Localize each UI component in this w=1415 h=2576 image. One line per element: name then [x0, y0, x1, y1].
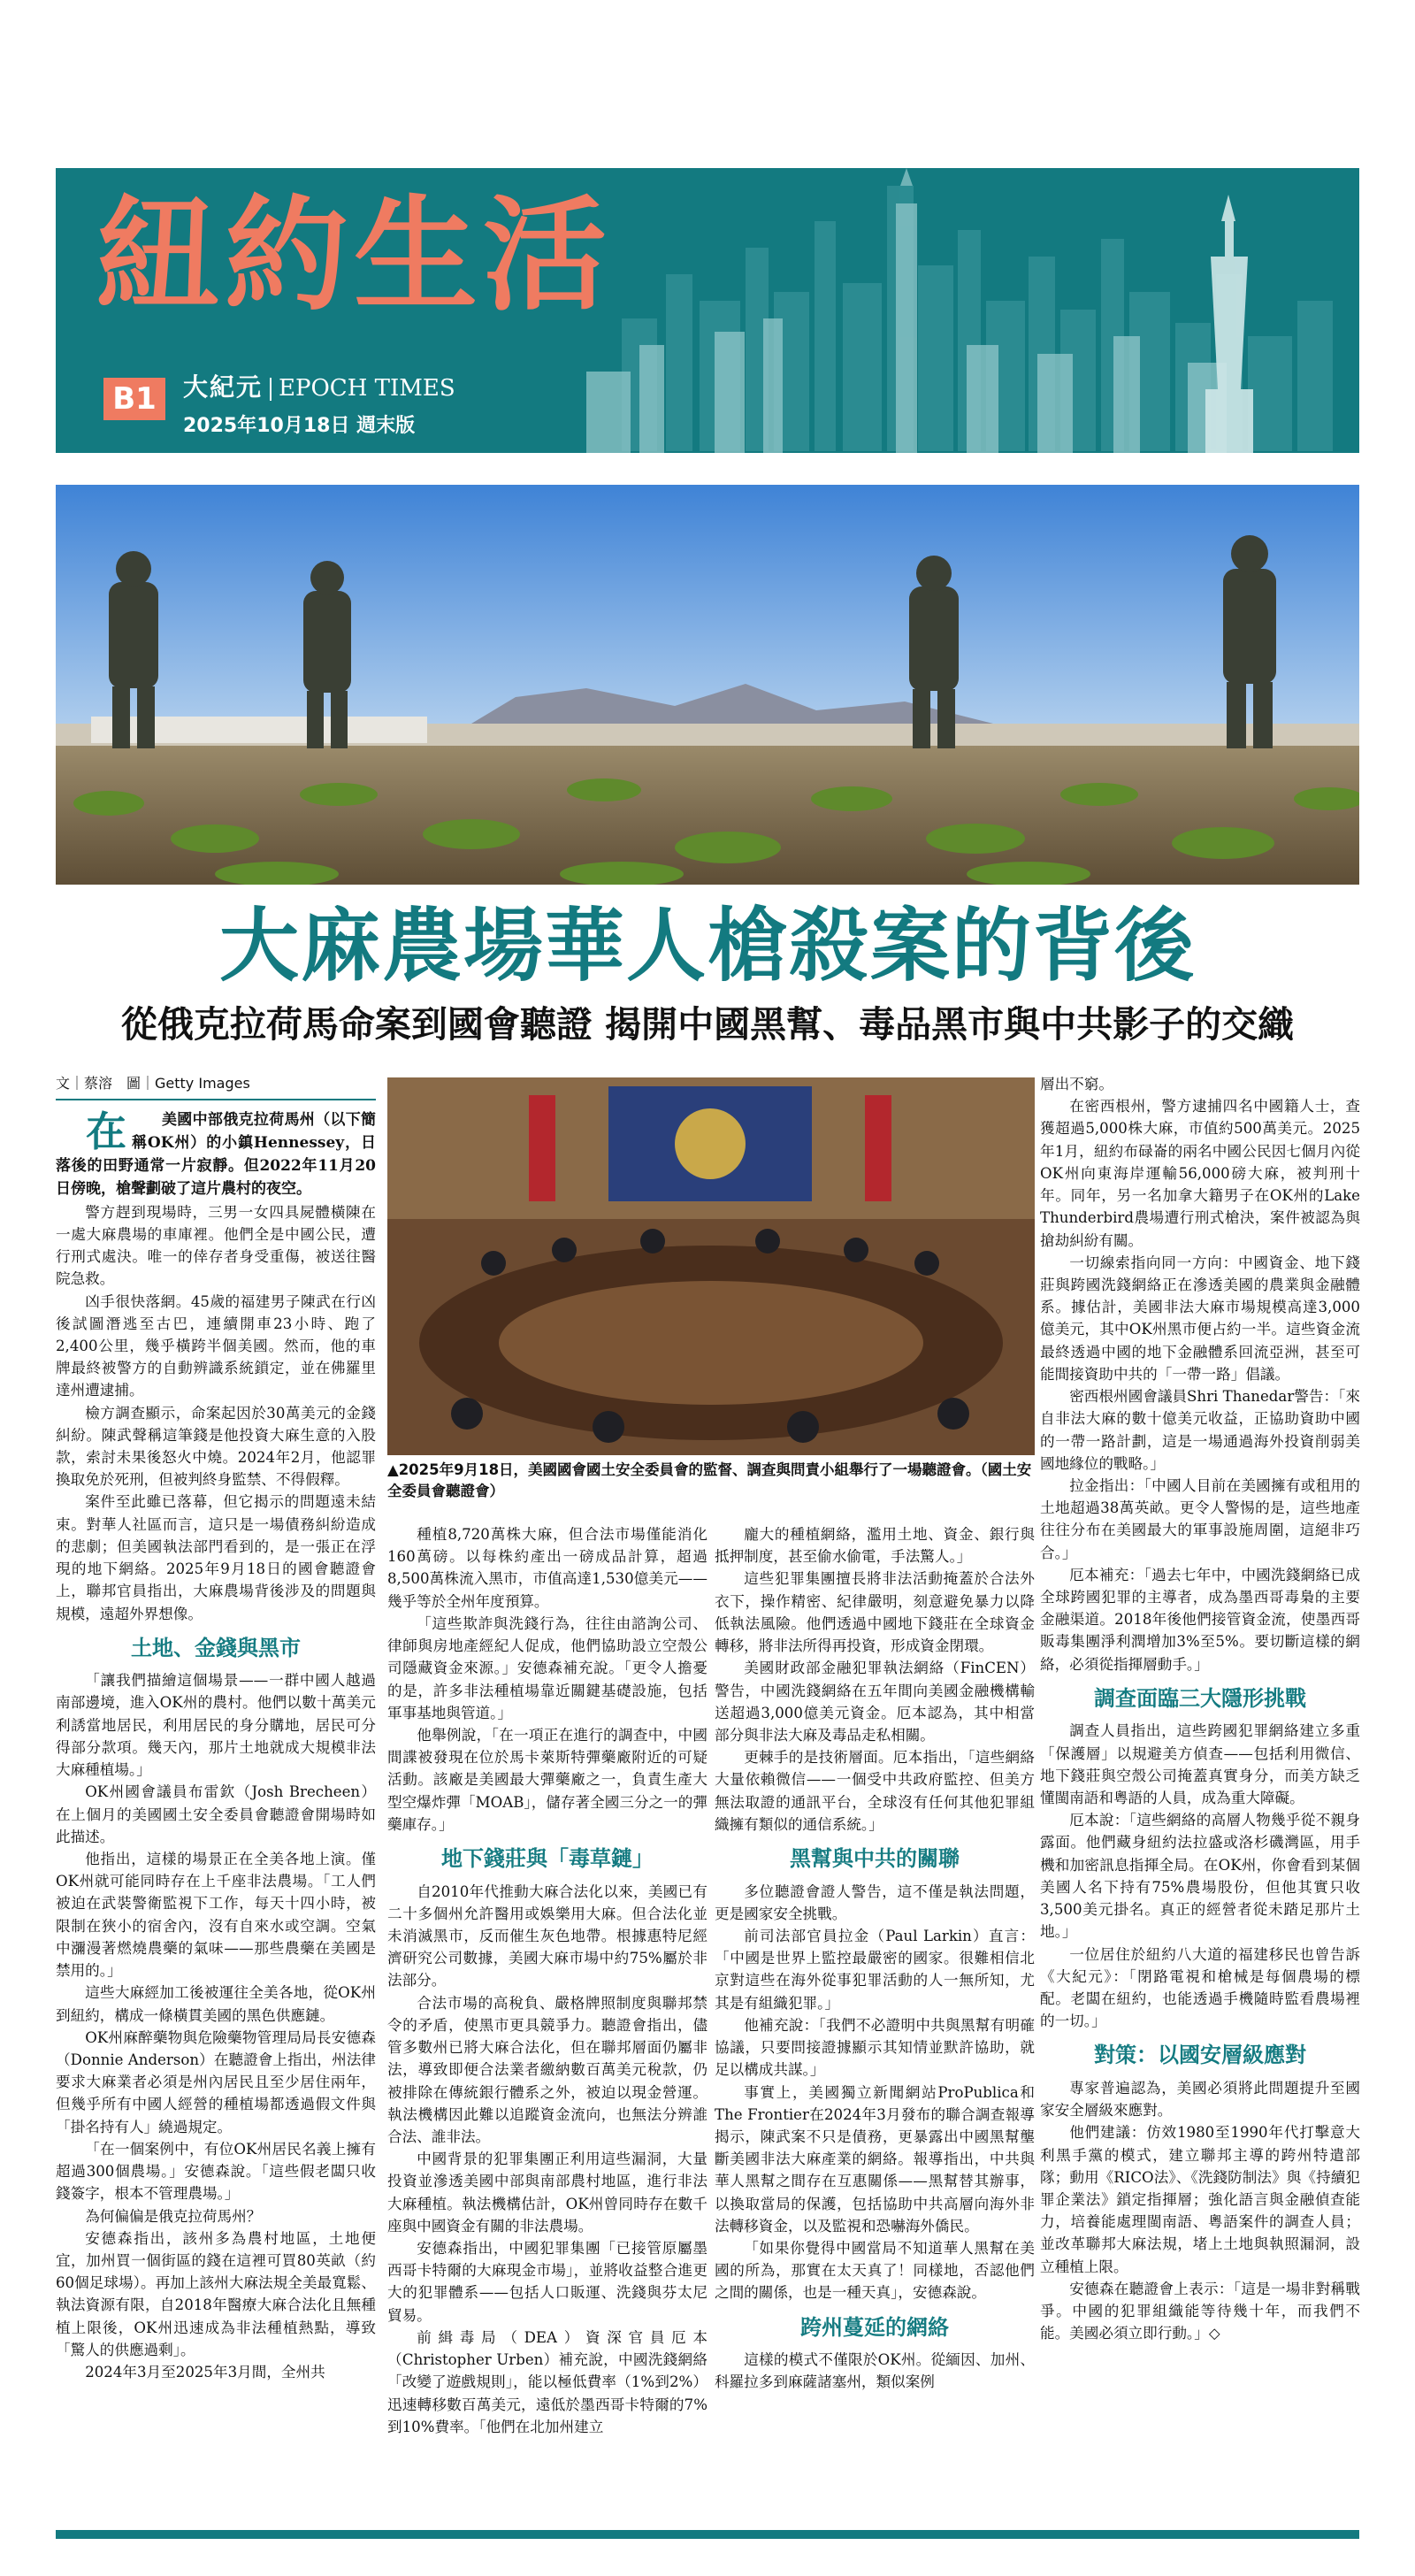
paragraph: 密西根州國會議員Shri Thanedar警告：「來自非法大麻的數十億美元收益，正協助資助中國的一帶一路計劃，這是一場通過海外投資削弱美國地緣位的戰略。」: [1040, 1388, 1360, 1472]
page-section-badge: B1: [103, 378, 165, 420]
section-heading: 土地、金錢與黑市: [131, 1635, 301, 1660]
paragraph: 一切線索指向同一方向：中國資金、地下錢莊與跨國洗錢網絡正在滲透美國的農業與金融體系。據估計，美國非法大麻市場規模高達3,000億美元，其中OK州黑市便占約一半。這些資金流最終透過中國的地下金融體系回流亞洲，甚至可能間接資助中共的「一帶一路」倡議。: [1040, 1254, 1360, 1383]
paragraph: 合法市場的高稅負、嚴格牌照制度與聯邦禁令的矛盾，使黑市更具競爭力。聽證會指出，儘管多數州已將大麻合法化，但在聯邦層面仍屬非法，導致即便合法業者繳納數百萬美元稅款，仍被排除在傳統銀行體系之外，被迫以現金營運。執法機構因此難以追蹤資金流向，也無法分辨誰合法、誰非法。: [387, 1994, 708, 2145]
photo-caption: ▲2025年9月18日，美國國會國土安全委員會的監督、調查與問責小組舉行了一場聽證會。（國土安全委員會聽證會）: [387, 1461, 1032, 1499]
paragraph: 這些犯罪集團擅長將非法活動掩蓋於合法外衣下，操作精密、紀律嚴明，刻意避免暴力以降低執法風險。他們透過中國地下錢莊在全球資金轉移，將非法所得再投資，形成資金閉環。: [715, 1570, 1035, 1655]
section-heading: 黑幫與中共的關聯: [790, 1846, 960, 1872]
paragraph: 「這些欺詐與洗錢行為，往往由諮詢公司、律師與房地產經紀人促成，他們協助設立空殼公司隱藏資金來源。」安德森補充說。「更令人擔憂的是，許多非法種植場靠近關鍵基礎設施，包括軍事基地與管道。」: [387, 1614, 708, 1721]
masthead: [56, 168, 1359, 453]
paragraph: 厄本說：「這些網絡的高層人物幾乎從不親身露面。他們藏身紐約法拉盛或洛杉磯灣區，用手機和加密訊息指揮全局。在OK州，你會看到某個美國人名下持有75%農場股份，但他其實只收3,500美元掛名。真正的經營者從未踏足那片土地。」: [1040, 1812, 1360, 1941]
bottom-rule: [56, 2530, 1359, 2539]
paragraph: 厄本補充：「過去七年中，中國洗錢網絡已成全球跨國犯罪的主導者，成為墨西哥毒梟的主要金融渠道。2018年後他們接管資金流，使墨西哥販毒集團淨利潤增加3%至5%。要切斷這樣的網絡，必須從指揮層動手。」: [1040, 1566, 1360, 1673]
brand-chinese: 大紀元: [183, 372, 264, 402]
paragraph: 他們建議：仿效1980至1990年代打擊意大利黑手黨的模式，建立聯邦主導的跨州特遣部隊；動用《RICO法》、《洗錢防制法》與《持續犯罪企業法》鎖定指揮層；強化語言與金融偵查能力，培養能處理閩南語、粵語案件的調查人員；並改革聯邦大麻法規，堵上土地與執照漏洞，設立種植上限。: [1040, 2124, 1360, 2275]
article-column-4: [1040, 1073, 1360, 2345]
brand-english: EPOCH TIMES: [279, 375, 455, 402]
paragraph: 「讓我們描繪這個場景——一群中國人越過南部邊境，進入OK州的農村。他們以數十萬美元利誘當地居民，利用居民的身分購地，居民可分得部分款項。幾天內，那片土地就成大規模非法大麻種植場。」: [56, 1672, 376, 1779]
paragraph: 安德森指出，該州多為農村地區，土地便宜，加州買一個街區的錢在這裡可買80英畝（約60個足球場）。再加上該州大麻法規全美最寬鬆、執法資源有限，自2018年醫療大麻合法化且無種植上限後，OK州迅速成為非法種植熱點，導致「驚人的供應過剩」。: [56, 2229, 376, 2358]
paragraph: 安德森在聽證會上表示：「這是一場非對稱戰爭。中國的犯罪組織能等待幾十年，而我們不能。美國必須立即行動。」◇: [1040, 2280, 1360, 2342]
paragraph: 前司法部官員拉金（Paul Larkin）直言：「中國是世界上監控最嚴密的國家。很難相信北京對這些在海外從事犯罪活動的人一無所知，尤其是有組織犯罪。」: [715, 1927, 1035, 2012]
paragraph: 為何偏偏是俄克拉荷馬州？: [85, 2207, 262, 2225]
article-column-1: [56, 1073, 376, 2383]
paragraph: 調查人員指出，這些跨國犯罪網絡建立多重「保護層」以規避美方偵查——包括利用微信、地下錢莊與空殼公司掩蓋真實身分，而美方缺乏懂閩南語和粵語的人員，成為重大障礙。: [1040, 1722, 1360, 1807]
section-heading: 跨州蔓延的網絡: [800, 2314, 949, 2340]
paragraph: 這樣的模式不僅限於OK州。從緬因、加州、科羅拉多到麻薩諸塞州，類似案例: [715, 2351, 1035, 2391]
paragraph: 他補充說：「我們不必證明中共與黑幫有明確協議，只要問接證據顯示其知情並默許協助，就足以構成共謀。」: [715, 2016, 1035, 2079]
hearing-photo: [387, 1077, 1035, 1455]
hero-photo: [56, 485, 1359, 885]
paragraph: 一位居住於紐約八大道的福建移民也曾告訴《大紀元》：「閉路電視和槍械是每個農場的標配。老闆在紐約，也能透過手機隨時監看農場裡的一切。」: [1040, 1945, 1360, 2030]
paragraph: 中國背景的犯罪集團正利用這些漏洞，大量投資並滲透美國中部與南部農村地區，進行非法大麻種植。執法機構估計，OK州曾同時存在數千座與中國資金有關的非法農場。: [387, 2150, 708, 2235]
article-column-3: [715, 1523, 1035, 2394]
lead-paragraph: [56, 1109, 376, 1200]
paragraph: 事實上，美國獨立新聞網站ProPublica和The Frontier在2024年3月發布的聯合調查報導揭示，陳武案不只是債務，更暴露出中國黑幫壟斷美國非法大麻產業的網絡。報導指出，中共與華人黑幫之間存在互惠關係——黑幫替其辦事，以換取當局的保護，包括協助中共高層向海外非法轉移資金，以及監視和恐嚇海外僑民。: [715, 2083, 1035, 2235]
article-subhead: 從俄克拉荷馬命案到國會聽證 揭開中國黑幫、毒品黑市與中共影子的交織: [120, 1003, 1295, 1046]
paragraph: 種植8,720萬株大麻，但合法市場僅能消化160萬磅。以每株約產出一磅成品計算，超過8,500萬株流入黑市，市值高達1,530億美元——幾乎等於全州年度預算。: [387, 1526, 708, 1610]
congressional-hearing-illustration: [387, 1077, 1035, 1455]
paragraph: OK州國會議員布雷欽（Josh Brecheen）在上個月的美國國土安全委員會聽證會開場時如此描述。: [56, 1783, 376, 1845]
paragraph: 龐大的種植網絡，濫用土地、資金、銀行與抵押制度，甚至偷水偷電，手法驚人。」: [715, 1526, 1035, 1566]
byline: 文｜蔡溶 圖｜Getty Images: [56, 1073, 376, 1100]
paragraph: 專家普遍認為，美國必須將此問題提升至國家安全層級來應對。: [1040, 2079, 1360, 2120]
paragraph: 他舉例說，「在一項正在進行的調查中，中國間諜被發現在位於馬卡萊斯特彈藥廠附近的可疑活動。該廠是美國最大彈藥廠之一，負責生產大型空爆炸彈「MOAB」，儲存著全國三分之一的彈藥庫存。」: [387, 1726, 708, 1833]
section-heading: 調查面臨三大隱形挑戰: [1094, 1685, 1306, 1711]
lead-text: 美國中部俄克拉荷馬州（以下簡稱OK州）的小鎮Hennessey，日落後的田野通常一片寂靜。但2022年11月20日傍晚，槍聲劃破了這片農村的夜空。: [56, 1111, 376, 1198]
paragraph: 自2010年代推動大麻合法化以來，美國已有二十多個州允許醫用或娛樂用大麻。但合法化並未消滅黑市，反而催生灰色地帶。根據惠特尼經濟研究公司數據，美國大麻市場中約75%屬於非法部分。: [387, 1882, 708, 1990]
paragraph: 拉金指出：「中國人目前在美國擁有或租用的土地超過38萬英畝。更令人警惕的是，這些地產往往分布在美國最大的軍事設施周圍，這絕非巧合。」: [1040, 1476, 1360, 1561]
paragraph: 他指出，這樣的場景正在全美各地上演。僅OK州就可能同時存在上千座非法農場。「工人們被迫在武裝警衛監視下工作，每天十四小時，被限制在狹小的宿舍內，沒有自來水或空調。空氣中瀰漫著燃燒農藥的氣味——那些農藥在美國是禁用的。」: [56, 1851, 376, 1980]
paragraph: 這些大麻經加工後被運往全美各地，從OK州到紐約，構成一條橫貫美國的黑色供應鏈。: [56, 1984, 376, 2024]
section-title: 紐約生活: [96, 184, 613, 328]
paragraph: 「在一個案例中，有位OK州居民名義上擁有超過300個農場。」安德森說。「這些假老闆只收錢簽字，根本不管理農場。」: [56, 2140, 376, 2203]
paragraph: 警方趕到現場時，三男一女四具屍體橫陳在一處大麻農場的車庫裡。他們全是中國公民，遭行刑式處決。唯一的倖存者身受重傷，被送往醫院急救。: [56, 1203, 376, 1288]
paragraph: 在密西根州，警方逮捕四名中國籍人士，查獲超過5,000株大麻，市值約500萬美元。2025年1月，紐約布碌崙的兩名中國公民因七個月內從OK州向東海岸運輸56,000磅大麻，被判刑十年。同年，另一名加拿大籍男子在OK州的Lake Thunderbird農場遭行刑式槍決，案件被認為與搶劫糾紛有關。: [1040, 1098, 1360, 1249]
paragraph: 層出不窮。: [1040, 1076, 1113, 1092]
paragraph: 美國財政部金融犯罪執法網絡（FinCEN）警告，中國洗錢網絡在五年間向美國金融機構輸送超過3,000億美元資金。厄本認為，其中相當部分與非法大麻及毒品走私相關。: [715, 1660, 1035, 1744]
paragraph: 安德森指出，中國犯罪集團「已接管原屬墨西哥卡特爾的大麻現金市場」，並將收益整合進更大的犯罪體系——包括人口販運、洗錢與芬太尼貿易。: [387, 2240, 708, 2324]
paragraph: 「如果你覺得中國當局不知道華人黑幫在美國的所為，那實在太天真了！同樣地，否認他們之間的關係，也是一種天真」，安德森說。: [715, 2240, 1035, 2302]
paragraph: 凶手很快落網。45歲的福建男子陳武在行凶後試圖潛逃至古巴，連續開車23小時、跑了2,400公里，幾乎橫跨半個美國。然而，他的車牌最終被警方的自動辨識系統鎖定，並在佛羅里達州遭逮捕。: [56, 1292, 376, 1399]
paragraph: 檢方調查顯示，命案起因於30萬美元的金錢糾紛。陳武聲稱這筆錢是他投資大麻生意的入股款，索討未果後怒火中燒。2024年2月，他認罪換取免於死刑，但被判終身監禁、不得假釋。: [56, 1404, 376, 1489]
paragraph: 更棘手的是技術層面。厄本指出，「這些網絡大量依賴微信——一個受中共政府監控、但美方無法取證的通訊平台，全球沒有任何其他犯罪組織擁有類似的通信系統。」: [715, 1749, 1035, 1833]
paragraph: 案件至此雖已落幕，但它揭示的問題遠未結束。對華人社區而言，這只是一場債務糾紛造成的悲劇；但美國執法部門看到的，是一張正在浮現的地下網絡。2025年9月18日的國會聽證會上，聯邦官員指出，大麻農場背後涉及的問題與規模，遠超外界想像。: [56, 1493, 376, 1622]
article-headline: 大麻農場華人槍殺案的背後: [219, 900, 1196, 993]
section-heading: 地下錢莊與「毒草鏈」: [441, 1846, 654, 1872]
paragraph: 前緝毒局（DEA）資深官員厄本（Christopher Urben）補充說，中國洗錢網絡「改變了遊戲規則」，能以極低費率（1%到2%）迅速轉移數百萬美元，遠低於墨西哥卡特爾的7%到10%費率。「他們在北加州建立: [387, 2328, 708, 2435]
drop-cap: 在: [86, 1108, 126, 1156]
paragraph: OK州麻醉藥物與危險藥物管理局局長安德森（Donnie Anderson）在聽證會上指出，州法律要求大麻業者必須是州內居民且至少居住兩年，但幾乎所有中國人經營的種植場都透過假文件與「掛名持有人」繞過規定。: [56, 2028, 376, 2135]
article-column-2: [387, 1523, 708, 2438]
farm-raid-illustration: [56, 485, 1359, 885]
brand-divider: [270, 378, 272, 401]
section-heading: 對策：以國安層級應對: [1094, 2043, 1306, 2068]
paragraph: 2024年3月至2025年3月間，全州共: [85, 2364, 325, 2381]
issue-date: 2025年10月18日 週末版: [183, 415, 416, 437]
paragraph: 多位聽證會證人警告，這不僅是執法問題，更是國家安全挑戰。: [715, 1882, 1035, 1922]
newspaper-brand: [183, 372, 455, 402]
